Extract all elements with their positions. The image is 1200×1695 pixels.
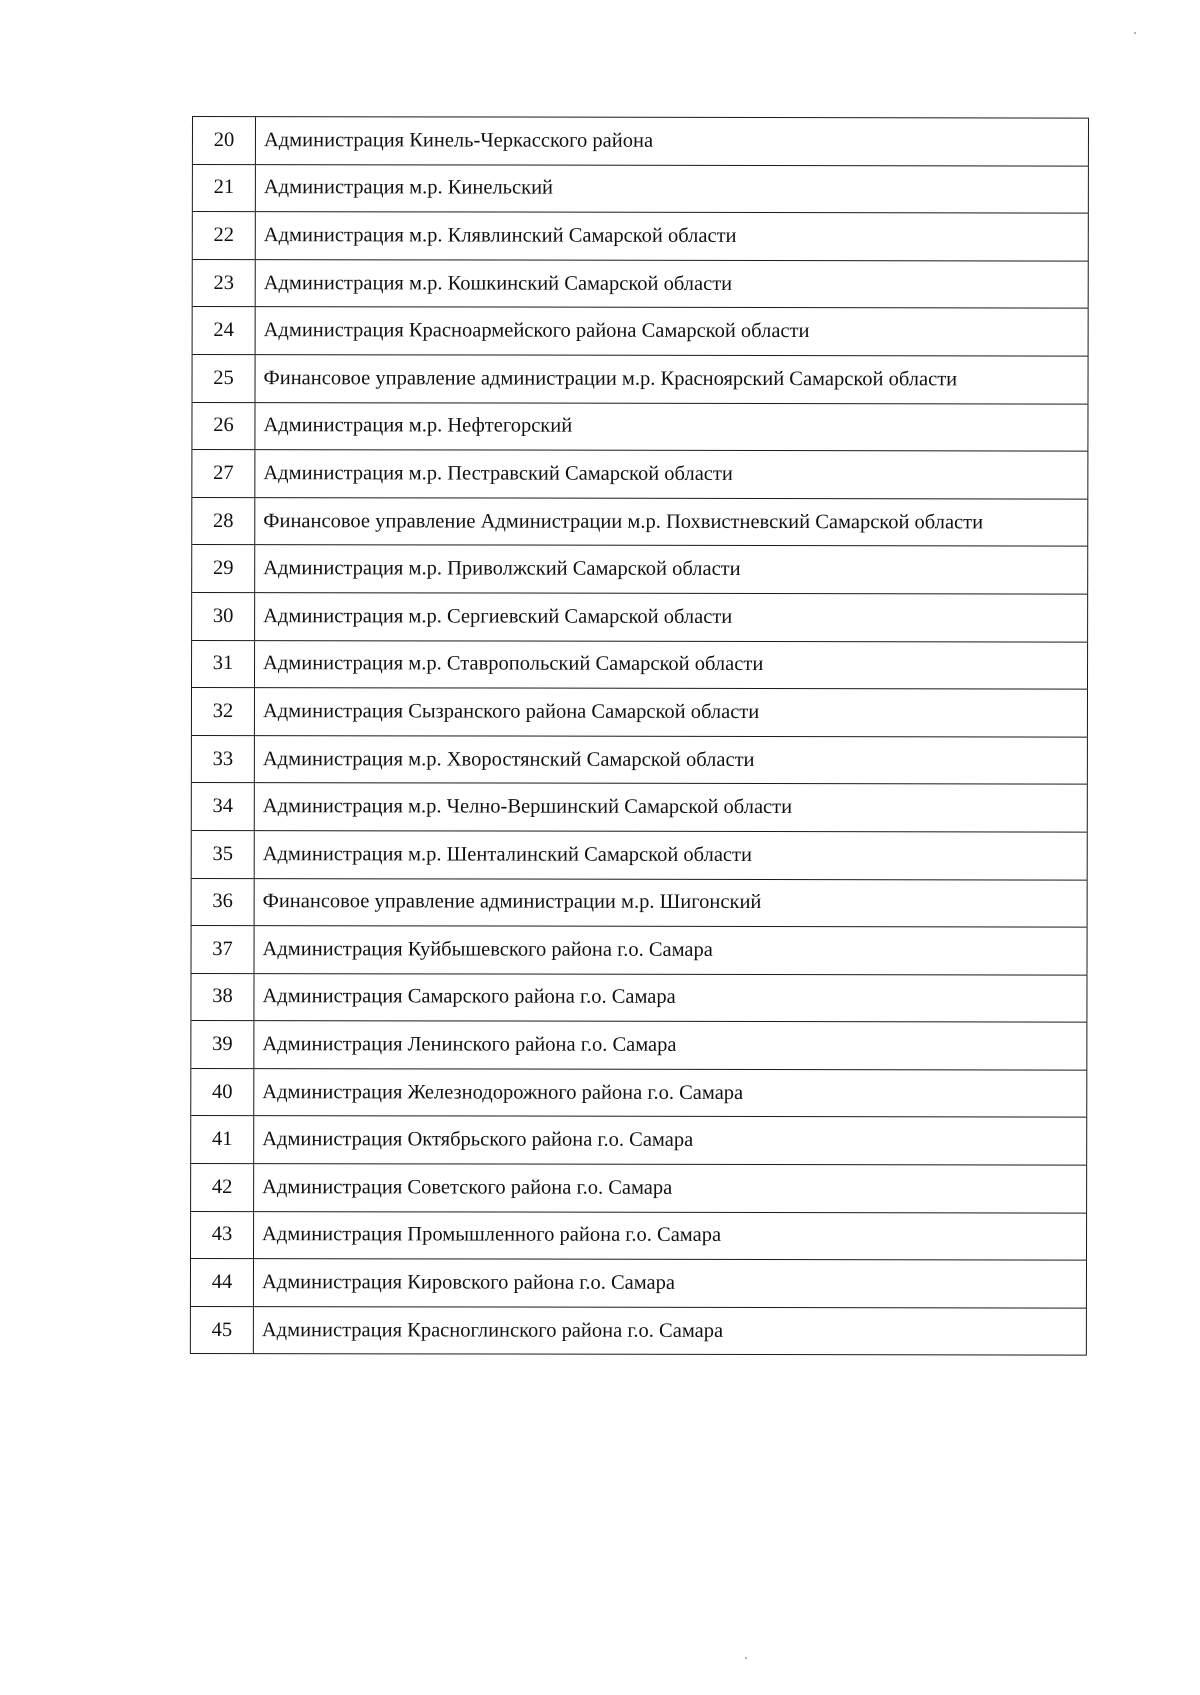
row-number: 22 xyxy=(193,212,256,259)
table-row xyxy=(192,498,1088,547)
organization-name: Администрация м.р. Клявлинский Самарской области xyxy=(256,212,1089,260)
table-row xyxy=(191,1259,1087,1308)
organization-name: Администрация м.р. Приволжский Самарской области xyxy=(255,545,1088,593)
table-row xyxy=(192,783,1088,832)
organization-name: Администрация м.р. Кинельский xyxy=(256,165,1089,213)
row-number: 41 xyxy=(191,1116,254,1163)
table-row xyxy=(192,355,1088,404)
table-row xyxy=(192,688,1088,737)
row-number: 33 xyxy=(192,736,255,783)
row-number: 26 xyxy=(192,403,255,450)
table-row xyxy=(191,1116,1087,1165)
table-row xyxy=(192,641,1088,690)
organization-name: Администрация Красноглинского района г.о. Самара xyxy=(254,1307,1087,1355)
table-row xyxy=(191,1212,1087,1261)
organization-name: Администрация Ленинского района г.о. Самара xyxy=(254,1021,1087,1069)
table-row xyxy=(193,212,1089,261)
table-row xyxy=(192,926,1088,975)
organization-name: Администрация Красноармейского района Самарской области xyxy=(256,307,1089,355)
table-row xyxy=(192,879,1088,928)
table-row xyxy=(192,736,1088,785)
organization-name: Финансовое управление администрации м.р. Красноярский Самарской области xyxy=(256,355,1089,403)
row-number: 30 xyxy=(192,593,255,640)
organization-name: Администрация м.р. Шенталинский Самарской области xyxy=(255,831,1088,879)
organization-name: Администрация Кинель-Черкасского района xyxy=(256,117,1089,165)
row-number: 43 xyxy=(191,1212,254,1259)
table-row xyxy=(192,545,1088,594)
row-number: 31 xyxy=(192,641,255,688)
row-number: 24 xyxy=(193,307,256,354)
table-row xyxy=(193,260,1089,309)
organization-name: Администрация Кировского района г.о. Самара xyxy=(254,1259,1087,1307)
row-number: 44 xyxy=(191,1259,254,1306)
organization-name: Администрация Сызранского района Самарской области xyxy=(255,688,1088,736)
row-number: 40 xyxy=(191,1069,254,1116)
organization-name: Финансовое управление администрации м.р. Шигонский xyxy=(255,879,1088,927)
organization-name: Администрация Октябрьского района г.о. Самара xyxy=(254,1117,1087,1165)
table-row xyxy=(193,165,1089,214)
organization-name: Администрация м.р. Кошкинский Самарской области xyxy=(256,260,1089,308)
row-number: 35 xyxy=(192,831,255,878)
organization-name: Администрация м.р. Нефтегорский xyxy=(255,403,1088,451)
organization-name: Администрация Промышленного района г.о. Самара xyxy=(254,1212,1087,1260)
row-number: 25 xyxy=(193,355,256,402)
row-number: 20 xyxy=(193,117,256,164)
row-number: 34 xyxy=(192,783,255,830)
table-row xyxy=(192,593,1088,642)
organization-name: Администрация м.р. Сергиевский Самарской области xyxy=(255,593,1088,641)
table-row xyxy=(191,974,1087,1023)
row-number: 36 xyxy=(192,879,255,926)
table-row xyxy=(192,831,1088,880)
table-row xyxy=(192,450,1088,499)
organization-name: Администрация Железнодорожного района г.о. Самара xyxy=(254,1069,1087,1117)
row-number: 21 xyxy=(193,165,256,212)
row-number: 42 xyxy=(191,1164,254,1211)
table-row xyxy=(191,1069,1087,1118)
row-number: 28 xyxy=(192,498,255,545)
table-row xyxy=(191,1164,1087,1213)
administrations-table xyxy=(190,116,1089,1356)
organization-name: Администрация Самарского района г.о. Самара xyxy=(254,974,1087,1022)
row-number: 27 xyxy=(192,450,255,497)
row-number: 29 xyxy=(192,545,255,592)
organization-name: Администрация м.р. Хворостянский Самарской области xyxy=(255,736,1088,784)
scan-speck xyxy=(1134,32,1136,34)
row-number: 45 xyxy=(191,1307,254,1354)
row-number: 32 xyxy=(192,688,255,735)
row-number: 23 xyxy=(193,260,256,307)
scan-speck xyxy=(745,1657,747,1659)
organization-name: Администрация м.р. Пестравский Самарской области xyxy=(255,450,1088,498)
table-row xyxy=(192,403,1088,452)
table-row xyxy=(191,1021,1087,1070)
organization-name: Администрация м.р. Челно-Вершинский Самарской области xyxy=(255,783,1088,831)
organization-name: Финансовое управление Администрации м.р. Похвистневский Самарской области xyxy=(255,498,1088,546)
row-number: 37 xyxy=(192,926,255,973)
organization-name: Администрация м.р. Ставропольский Самарской области xyxy=(255,641,1088,689)
organization-name: Администрация Куйбышевского района г.о. Самара xyxy=(255,926,1088,974)
row-number: 39 xyxy=(191,1021,254,1068)
table-row xyxy=(191,1307,1087,1356)
table-row xyxy=(193,117,1089,166)
row-number: 38 xyxy=(191,974,254,1021)
table-row xyxy=(193,307,1089,356)
organization-name: Администрация Советского района г.о. Самара xyxy=(254,1164,1087,1212)
